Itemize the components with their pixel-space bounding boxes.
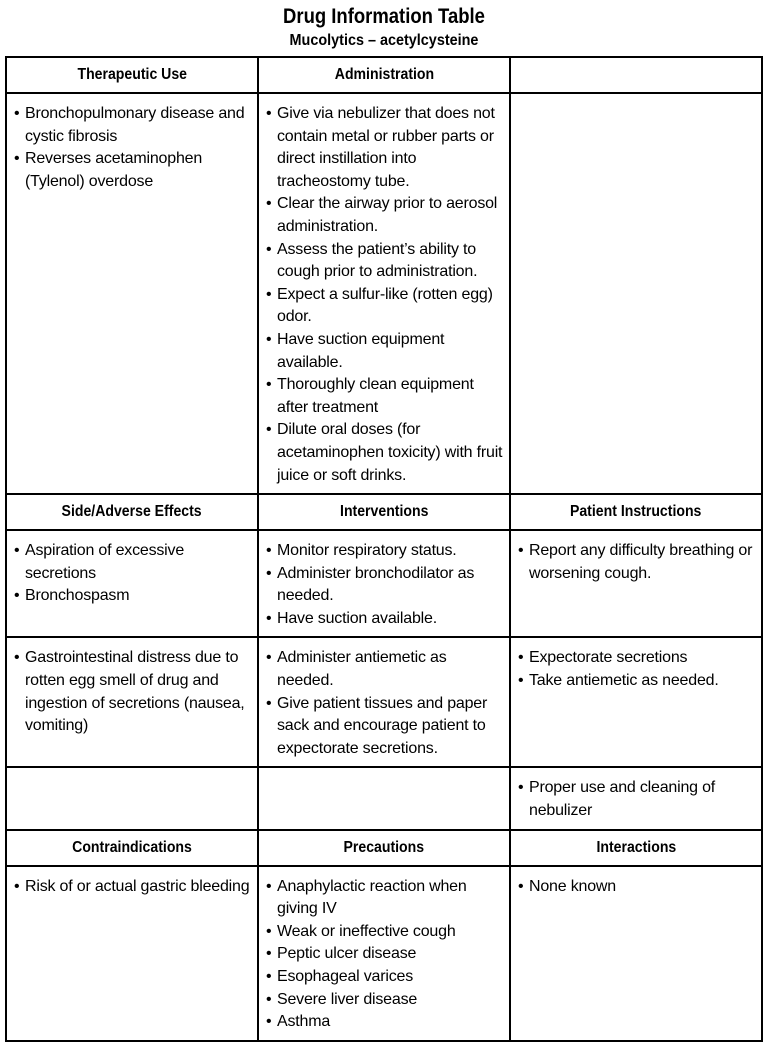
header-administration: Administration — [258, 57, 510, 93]
list-item: • Bronchopulmonary disease and cystic fibrosis — [13, 103, 253, 148]
list-item: • Clear the airway prior to aerosol administration. — [265, 193, 505, 238]
cell-therapeutic-use — [6, 93, 258, 494]
table-row-side-effects-2 — [6, 637, 762, 767]
list-item: • Aspiration of excessive secretions — [13, 540, 253, 585]
cell-contraindications — [6, 866, 258, 1041]
bullet-list — [7, 768, 257, 783]
list-item: • Anaphylactic reaction when giving IV — [265, 876, 505, 921]
bullet-list — [511, 768, 761, 828]
list-item: • Have suction available. — [265, 608, 505, 631]
header-precautions: Precautions — [258, 830, 510, 866]
list-item: • Thoroughly clean equipment after treatment — [265, 374, 505, 419]
page-title: Drug Information Table — [283, 5, 485, 28]
header-empty — [510, 57, 762, 93]
list-item: • Have suction equipment available. — [265, 329, 505, 374]
header-row-therapeutic — [6, 57, 762, 93]
bullet-list — [7, 867, 257, 905]
bullet-list — [7, 638, 257, 743]
header-row-contraindications — [6, 830, 762, 866]
list-item: • Assess the patient’s ability to cough prior to administration. — [265, 239, 505, 284]
cell-intervention — [258, 637, 510, 767]
cell-administration — [258, 93, 510, 494]
header-interactions: Interactions — [510, 830, 762, 866]
bullet-list — [259, 768, 509, 783]
header-row-side-effects — [6, 494, 762, 530]
bullet-list — [511, 94, 761, 109]
list-item: • Expectorate secretions — [517, 647, 757, 670]
bullet-list — [7, 94, 257, 199]
header-side-adverse-effects: Side/Adverse Effects — [6, 494, 258, 530]
table-row-side-effects-3 — [6, 767, 762, 829]
list-item: • Take antiemetic as needed. — [517, 670, 757, 693]
bullet-list — [511, 638, 761, 698]
list-item: • Asthma — [265, 1011, 505, 1034]
list-item: • Severe liver disease — [265, 989, 505, 1012]
drug-info-table — [5, 56, 763, 1042]
cell-patient-instruction — [510, 530, 762, 637]
cell-side-effect — [6, 767, 258, 829]
header-therapeutic-use: Therapeutic Use — [6, 57, 258, 93]
list-item: • Report any difficulty breathing or worsening cough. — [517, 540, 757, 585]
bullet-list — [259, 867, 509, 1040]
page-subtitle: Mucolytics – acetylcysteine — [289, 32, 479, 49]
bullet-list — [259, 94, 509, 493]
cell-precautions — [258, 866, 510, 1041]
table-row-contraindications — [6, 866, 762, 1041]
list-item: • None known — [517, 876, 757, 899]
list-item: • Esophageal varices — [265, 966, 505, 989]
list-item: • Administer bronchodilator as needed. — [265, 563, 505, 608]
list-item: • Give patient tissues and paper sack and encourage patient to expectorate secretions. — [265, 693, 505, 761]
cell-intervention — [258, 530, 510, 637]
list-item: • Monitor respiratory status. — [265, 540, 505, 563]
bullet-list — [7, 531, 257, 614]
list-item: • Reverses acetaminophen (Tylenol) overdose — [13, 148, 253, 193]
list-item: • Peptic ulcer disease — [265, 943, 505, 966]
table-row-side-effects-1 — [6, 530, 762, 637]
cell-patient-instruction — [510, 767, 762, 829]
bullet-list — [259, 638, 509, 766]
header-patient-instructions: Patient Instructions — [510, 494, 762, 530]
bullet-list — [259, 531, 509, 636]
header-interventions: Interventions — [258, 494, 510, 530]
list-item: • Gastrointestinal distress due to rotten egg smell of drug and ingestion of secretions (nausea, vomiting) — [13, 647, 253, 737]
list-item: • Risk of or actual gastric bleeding — [13, 876, 253, 899]
cell-intervention — [258, 767, 510, 829]
list-item: • Weak or ineffective cough — [265, 921, 505, 944]
table-row-therapeutic — [6, 93, 762, 494]
list-item: • Give via nebulizer that does not contain metal or rubber parts or direct instillation into tracheostomy tube. — [265, 103, 505, 193]
cell-side-effect — [6, 530, 258, 637]
header-contraindications: Contraindications — [6, 830, 258, 866]
bullet-list — [511, 531, 761, 591]
list-item: • Proper use and cleaning of nebulizer — [517, 777, 757, 822]
cell-side-effect — [6, 637, 258, 767]
list-item: • Administer antiemetic as needed. — [265, 647, 505, 692]
list-item: • Bronchospasm — [13, 585, 253, 608]
cell-empty — [510, 93, 762, 494]
list-item: • Dilute oral doses (for acetaminophen toxicity) with fruit juice or soft drinks. — [265, 419, 505, 487]
list-item: • Expect a sulfur-like (rotten egg) odor. — [265, 284, 505, 329]
bullet-list — [511, 867, 761, 905]
cell-patient-instruction — [510, 637, 762, 767]
cell-interactions — [510, 866, 762, 1041]
